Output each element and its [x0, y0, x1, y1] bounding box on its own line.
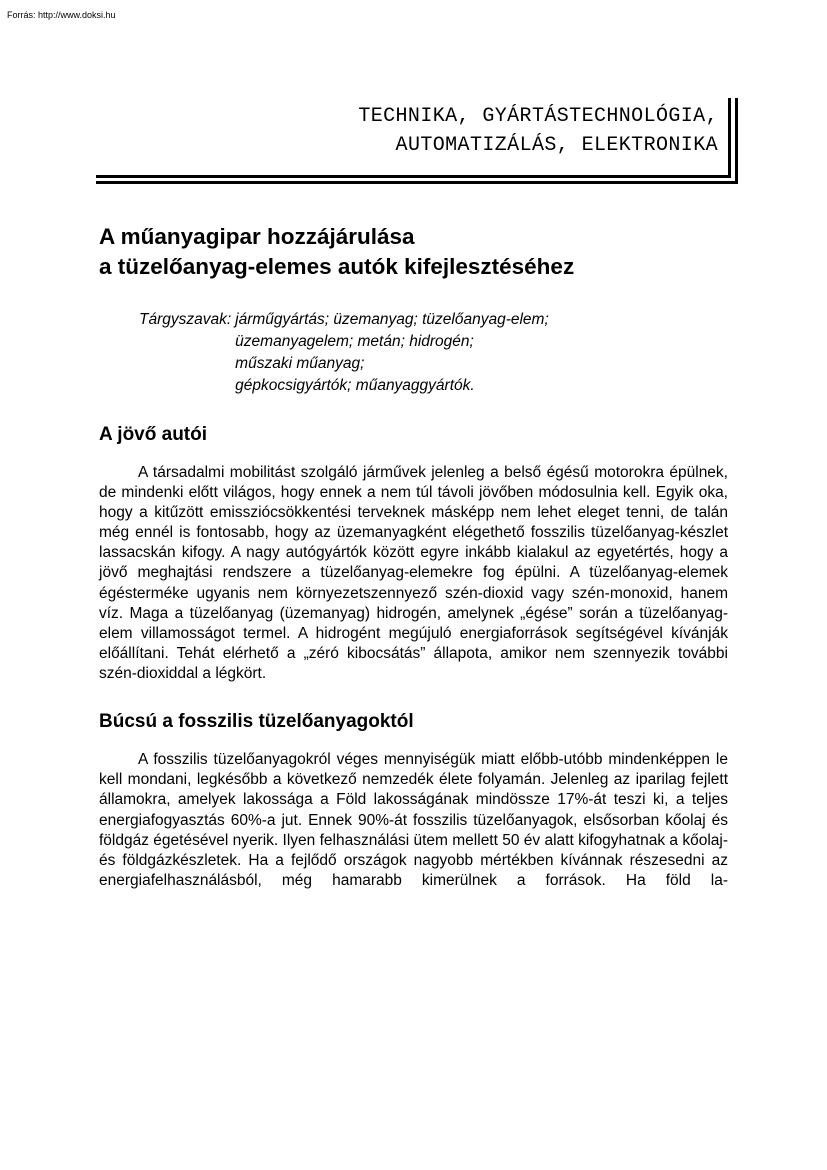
header-rule-horizontal [96, 181, 738, 184]
keywords-label: Tárgyszavak: [139, 311, 232, 328]
header-rule-horizontal [96, 175, 731, 178]
keywords-line: gépkocsigyártók; műanyaggyártók. [235, 377, 475, 394]
series-title-line: AUTOMATIZÁLÁS, ELEKTRONIKA [395, 134, 718, 157]
section-heading: Búcsú a fosszilis tüzelőanyagoktól [99, 711, 414, 733]
article-title-line: A műanyagipar hozzájárulása [99, 224, 415, 249]
article-title-line: a tüzelőanyag-elemes autók kifejlesztéséhez [99, 254, 575, 279]
source-note: Forrás: http://www.doksi.hu [7, 10, 116, 20]
keywords-line: üzemanyagelem; metán; hidrogén; [235, 333, 474, 350]
series-title [358, 102, 718, 160]
header-rule-vertical [728, 98, 731, 178]
section-paragraph: A fosszilis tüzelőanyagokról véges mennyiségük miatt előbb-utóbb mindenképpen le kell mondani, legkésőbb a következő nemzedék élete folyamán. Jelenleg az iparilag fejlett államokra, amelyek lakossága a Föld lakosságának mindössze 17%-át teszi ki, a teljes energiafogyasztás 60%-a jut. Ennek 90%-át fosszilis tüzelőanyagok, elsősorban kőolaj és földgáz égetésével nyerik. Ilyen felhasználási ütem mellett 50 év alatt kifogyhatnak a kőolaj- és földgázkészletek. Ha a fejlődő országok nagyobb mértékben kívánnak részesedni az energiafelhasználásból, még hamarabb kimerülnek a források. Ha föld la- [99, 751, 728, 890]
series-header [96, 96, 738, 182]
keywords [139, 309, 728, 397]
article [99, 222, 728, 891]
section-paragraph: A társadalmi mobilitást szolgáló járművek jelenleg a belső égésű motorokra épülnek, de mindenki előtt világos, hogy ennek a nem túl távoli jövőben módosulnia kell. Egyik oka, hogy a kitűzött emissziócsökkentési terveknek másképp nem lehet eleget tenni, de talán még ennél is fontosabb, hogy az üzemanyagként elégethető fosszilis tüzelőanyag-készlet lassacskán kifogy. A nagy autógyártók között egyre inkább kialakul az egyetértés, hogy a jövő meghajtási rendszere a tüzelőanyag-elemekre fog épülni. A tüzelőanyag-elemek égésterméke ugyanis nem környezetszennyező szén-dioxid vagy szén-monoxid, hanem víz. Maga a tüzelőanyag (üzemanyag) hidrogén, amelynek „égése” során a tüzelőanyag-elem villamosságot termel. A hidrogént megújuló energiaforrások segítségével kívánják előállítani. Tehát elérhető a „zéró kibocsátás” állapota, amikor nem szennyezik további szén-dioxiddal a légkört. [99, 464, 728, 682]
series-title-line: TECHNIKA, GYÁRTÁSTECHNOLÓGIA, [358, 105, 718, 128]
header-rule-vertical [735, 98, 738, 184]
section-heading: A jövő autói [99, 424, 208, 445]
keywords-line: járműgyártás; üzemanyag; tüzelőanyag-elem; [235, 311, 549, 328]
keywords-list [235, 309, 549, 397]
article-title [99, 222, 728, 282]
keywords-line: műszaki műanyag; [235, 355, 365, 372]
